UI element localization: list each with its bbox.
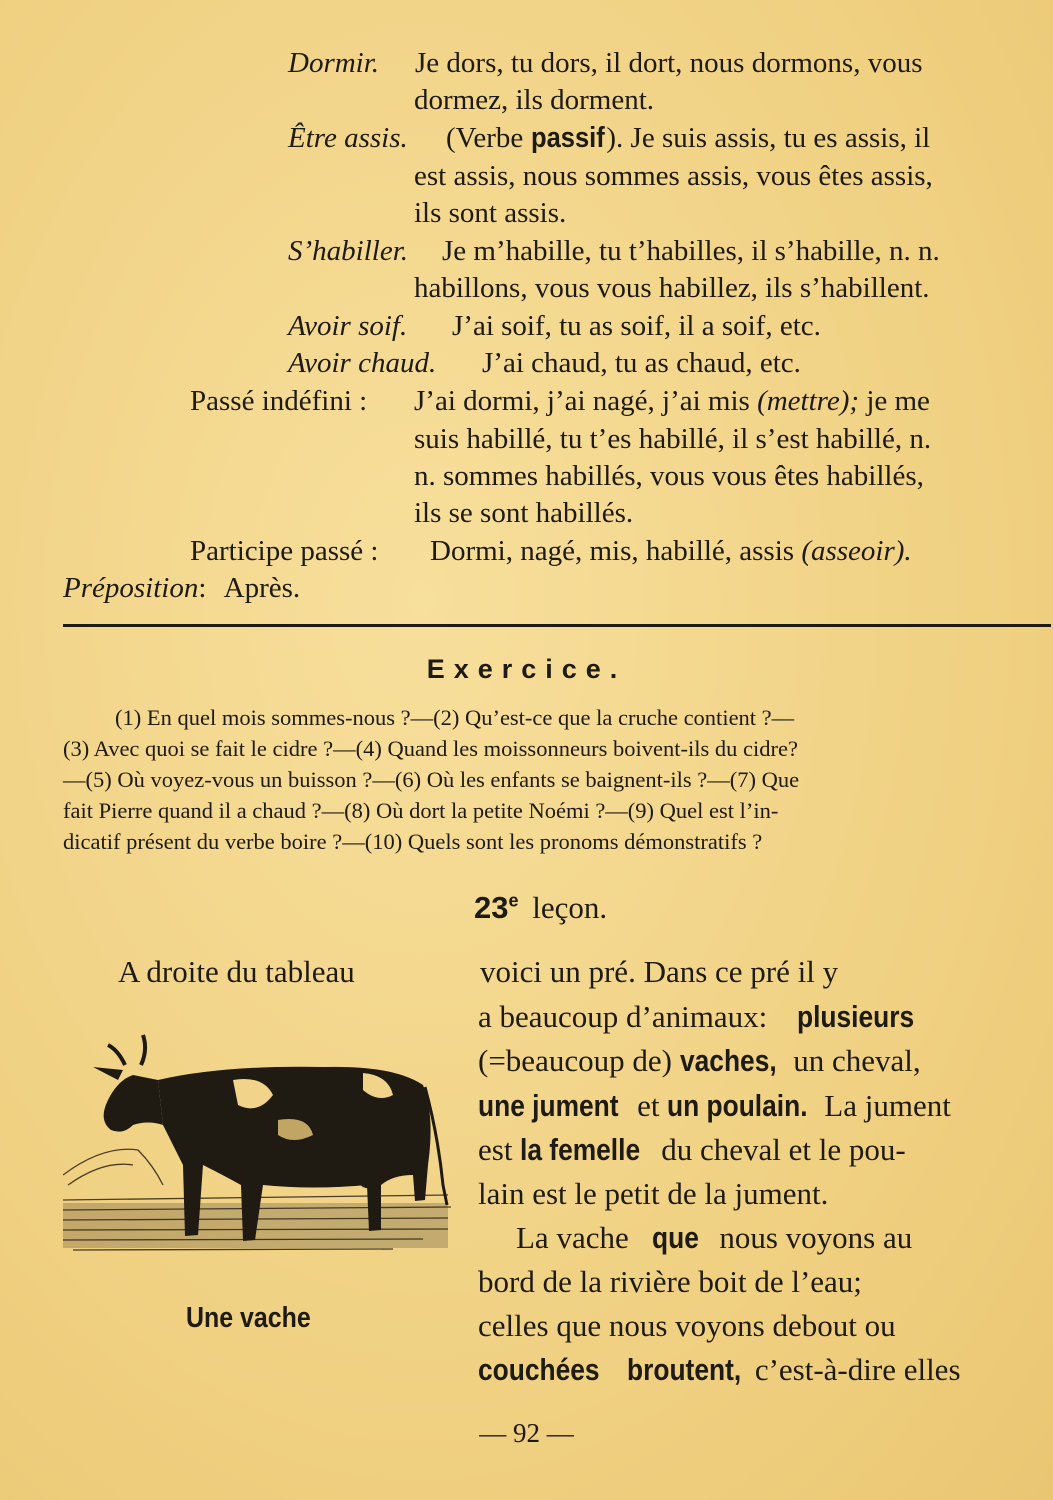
- term-avoir-chaud: Avoir chaud.: [288, 347, 437, 379]
- conj-cont: habillons, vous vous habillez, ils s’habillent.: [414, 272, 930, 304]
- exercice-line: (1) En quel mois sommes-nous ?—(2) Qu’est-ce que la cruche contient ?—: [115, 705, 795, 730]
- participe-text: Dormi, nagé, mis, habillé, assis: [430, 535, 795, 567]
- participe-passe: [190, 533, 912, 570]
- conj-cont: est assis, nous sommes assis, vous êtes assis,: [414, 160, 933, 192]
- page-number: — 92 —: [479, 1418, 574, 1448]
- exercice-line: (3) Avec quoi se fait le cidre ?—(4) Quand les moissonneurs boivent-ils du cidre?: [63, 736, 798, 761]
- lesson-text: (=beaucoup de): [478, 1043, 672, 1078]
- bold-la-femelle: la femelle: [520, 1132, 641, 1167]
- exercice-line: —(5) Où voyez-vous un buisson ?—(6) Où les enfants se baignent-ils ?—(7) Que: [63, 767, 800, 792]
- lesson-text: un cheval,: [793, 1043, 921, 1078]
- bold-vaches: vaches,: [679, 1043, 777, 1078]
- passe-cont: suis habillé, tu t’es habillé, il s’est habillé, n.: [414, 423, 932, 455]
- section-divider: [63, 624, 1051, 627]
- preposition-label: Préposition: [63, 572, 199, 604]
- lesson-number: 23: [474, 890, 509, 925]
- lesson-text: La jument: [824, 1088, 951, 1123]
- lesson-line: [478, 1039, 921, 1083]
- term-dormir: Dormir.: [288, 47, 380, 79]
- conj-text: J’ai chaud, tu as chaud, etc.: [482, 347, 801, 379]
- conj-text: Je dors, tu dors, il dort, nous dormons, vous: [415, 47, 923, 79]
- bold-un-poulain: un poulain.: [667, 1088, 808, 1123]
- lesson-line: bord de la rivière boit de l’eau;: [478, 1264, 862, 1299]
- passe-indefini-label: Passé indéfini :: [190, 385, 368, 417]
- conj-avoir-chaud: [288, 345, 801, 382]
- term-etre-assis: Être assis.: [288, 122, 408, 154]
- lesson-text: La vache: [516, 1220, 629, 1255]
- conj-etre-assis: [288, 120, 931, 157]
- lesson-text: du cheval et le pou-: [661, 1132, 906, 1167]
- conj-pre: (Verbe: [446, 122, 531, 154]
- term-shabiller: S’habiller.: [288, 235, 409, 267]
- image-caption: Une vache: [186, 1302, 311, 1334]
- exercice-title: Exercice.: [426, 654, 627, 684]
- lesson-text: a beaucoup d’animaux:: [478, 999, 768, 1034]
- cow-illustration: [63, 1025, 453, 1275]
- passe-cont: n. sommes habillés, vous vous êtes habillés,: [414, 460, 924, 492]
- lesson-line: A droite du tableau: [118, 954, 355, 989]
- passe-cont: ils se sont habillés.: [414, 497, 634, 529]
- lesson-text: nous voyons au: [719, 1220, 913, 1255]
- conj-shabiller: [288, 233, 940, 270]
- passe-indefini: [190, 383, 930, 420]
- italic-mettre: (mettre);: [757, 385, 860, 417]
- conj-avoir-soif: [288, 308, 821, 345]
- passe-indefini-post: je me: [866, 385, 930, 417]
- conj-cont: ils sont assis.: [414, 197, 567, 229]
- lesson-line: [478, 995, 935, 1039]
- lesson-heading: [474, 890, 607, 926]
- lesson-line: voici un pré. Dans ce pré il y: [480, 954, 839, 989]
- lesson-line: [478, 1128, 906, 1172]
- lesson-line: [478, 1084, 951, 1128]
- lesson-line: celles que nous voyons debout ou: [478, 1308, 896, 1343]
- bold-broutent: broutent,: [626, 1352, 741, 1387]
- term-avoir-soif: Avoir soif.: [288, 310, 408, 342]
- exercice-line: dicatif présent du verbe boire ?—(10) Quels sont les pronoms démonstratifs ?: [63, 829, 763, 854]
- bold-une-jument: une jument: [478, 1088, 619, 1123]
- bold-couchees: couchées: [478, 1352, 600, 1387]
- italic-asseoir: (asseoir).: [801, 535, 912, 567]
- conj-text: Je m’habille, tu t’habilles, il s’habille, n. n.: [442, 235, 940, 267]
- lesson-line: lain est le petit de la jument.: [478, 1176, 829, 1211]
- preposition-text: Après.: [223, 572, 301, 604]
- preposition-colon: :: [198, 572, 207, 604]
- preposition: [63, 570, 300, 607]
- lesson-line: [478, 1348, 961, 1392]
- lesson-line: [516, 1216, 912, 1260]
- passe-indefini-text: J’ai dormi, j’ai nagé, j’ai mis: [414, 385, 750, 417]
- conj-dormir: [288, 45, 923, 82]
- bold-plusieurs: plusieurs: [796, 999, 915, 1034]
- lesson-word: leçon.: [532, 890, 608, 925]
- conj-text: J’ai soif, tu as soif, il a soif, etc.: [452, 310, 821, 342]
- exercice-line: fait Pierre quand il a chaud ?—(8) Où dort la petite Noémi ?—(9) Quel est l’in-: [63, 798, 779, 823]
- conj-post: ). Je suis assis, tu es assis, il: [606, 122, 931, 154]
- lesson-text: c’est-à-dire elles: [754, 1352, 961, 1387]
- lesson-text: et: [637, 1088, 660, 1123]
- bold-passif: passif: [530, 122, 605, 154]
- lesson-sup: e: [508, 890, 519, 911]
- bold-que: que: [652, 1220, 700, 1255]
- participe-label: Participe passé :: [190, 535, 379, 567]
- conj-cont: dormez, ils dorment.: [414, 84, 655, 116]
- lesson-text: est: [478, 1132, 513, 1167]
